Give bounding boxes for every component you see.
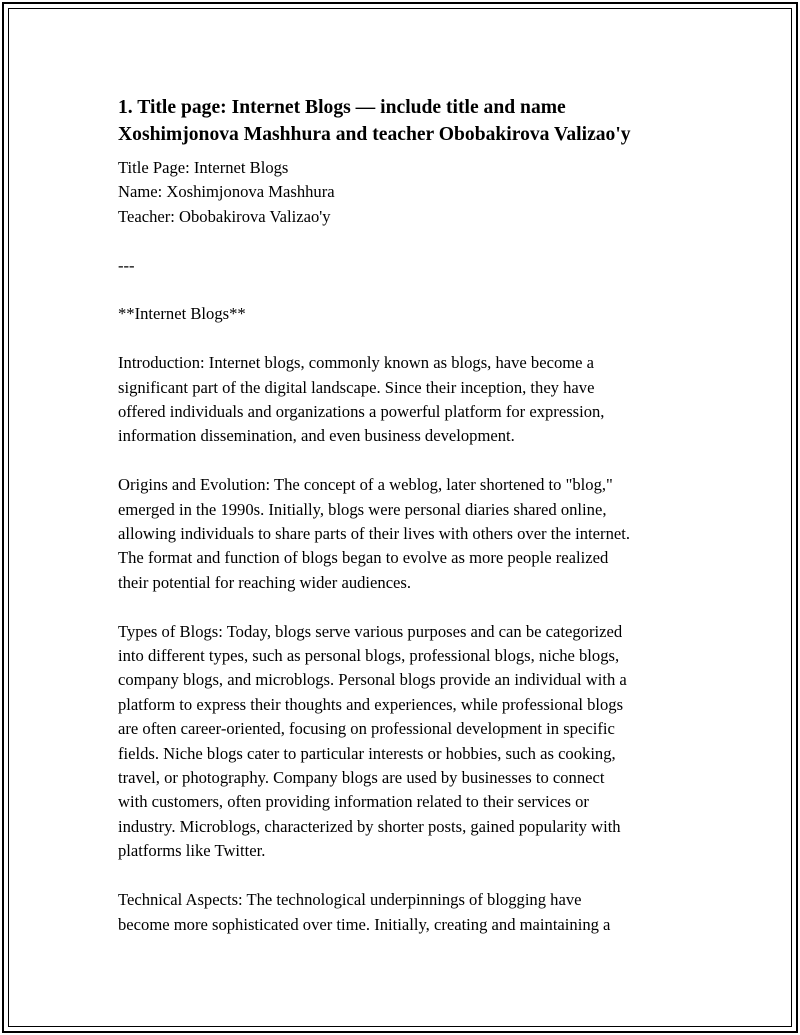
paragraph-technical bbox=[118, 888, 698, 937]
paragraph-line: platforms like Twitter. bbox=[118, 841, 266, 861]
paragraph-line: emerged in the 1990s. Initially, blogs were personal diaries shared online, bbox=[118, 499, 607, 519]
paragraph-line: industry. Microblogs, characterized by shorter posts, gained popularity with bbox=[118, 816, 621, 836]
paragraph-line: offered individuals and organizations a powerful platform for expression, bbox=[118, 402, 605, 422]
paragraph-line: company blogs, and microblogs. Personal blogs provide an individual with a bbox=[118, 670, 627, 690]
heading-line: Xoshimjonova Mashhura and teacher Obobakirova Valizao'y bbox=[118, 124, 631, 145]
spacer bbox=[118, 229, 698, 253]
separator bbox=[118, 254, 698, 278]
paragraph-line: Introduction: Internet blogs, commonly known as blogs, have become a bbox=[118, 353, 595, 373]
paragraph-line: are often career-oriented, focusing on professional development in specific bbox=[118, 719, 615, 739]
heading-line: 1. Title page: Internet Blogs — include title and name bbox=[118, 97, 566, 118]
paragraph-line: Origins and Evolution: The concept of a weblog, later shortened to "blog," bbox=[118, 475, 613, 495]
teacher-line: Teacher: Obobakirova Valizao'y bbox=[118, 206, 331, 226]
paragraph-line: Technical Aspects: The technological underpinnings of blogging have bbox=[118, 890, 582, 910]
paragraph-line: with customers, often providing information related to their services or bbox=[118, 792, 589, 812]
spacer bbox=[118, 327, 698, 351]
paragraph-types bbox=[118, 620, 698, 864]
document-body bbox=[118, 94, 698, 937]
paragraph-introduction bbox=[118, 351, 698, 449]
title-line: Title Page: Internet Blogs bbox=[118, 158, 289, 177]
separator-text: --- bbox=[118, 255, 135, 275]
paragraph-line: information dissemination, and even business development. bbox=[118, 426, 515, 446]
spacer bbox=[118, 278, 698, 302]
paragraph-line: become more sophisticated over time. Initially, creating and maintaining a bbox=[118, 914, 611, 934]
paragraph-line: into different types, such as personal blogs, professional blogs, niche blogs, bbox=[118, 646, 620, 666]
paragraph-line: allowing individuals to share parts of their lives with others over the internet. bbox=[118, 524, 630, 544]
paragraph-line: travel, or photography. Company blogs are used by businesses to connect bbox=[118, 768, 605, 788]
name-line: Name: Xoshimjonova Mashhura bbox=[118, 182, 335, 202]
title-block bbox=[118, 156, 698, 229]
spacer bbox=[118, 449, 698, 473]
bold-title bbox=[118, 302, 698, 326]
spacer bbox=[118, 148, 698, 156]
spacer bbox=[118, 864, 698, 888]
spacer bbox=[118, 595, 698, 619]
bold-title-text: **Internet Blogs** bbox=[118, 304, 246, 324]
paragraph-line: The format and function of blogs began to evolve as more people realized bbox=[118, 548, 609, 568]
paragraph-line: platform to express their thoughts and experiences, while professional blogs bbox=[118, 694, 624, 714]
paragraph-origins bbox=[118, 473, 698, 595]
document-heading bbox=[118, 94, 698, 148]
paragraph-line: their potential for reaching wider audiences. bbox=[118, 572, 412, 592]
paragraph-line: Types of Blogs: Today, blogs serve various purposes and can be categorized bbox=[118, 621, 623, 641]
paragraph-line: fields. Niche blogs cater to particular interests or hobbies, such as cooking, bbox=[118, 743, 616, 763]
paragraph-line: significant part of the digital landscape. Since their inception, they have bbox=[118, 377, 595, 397]
